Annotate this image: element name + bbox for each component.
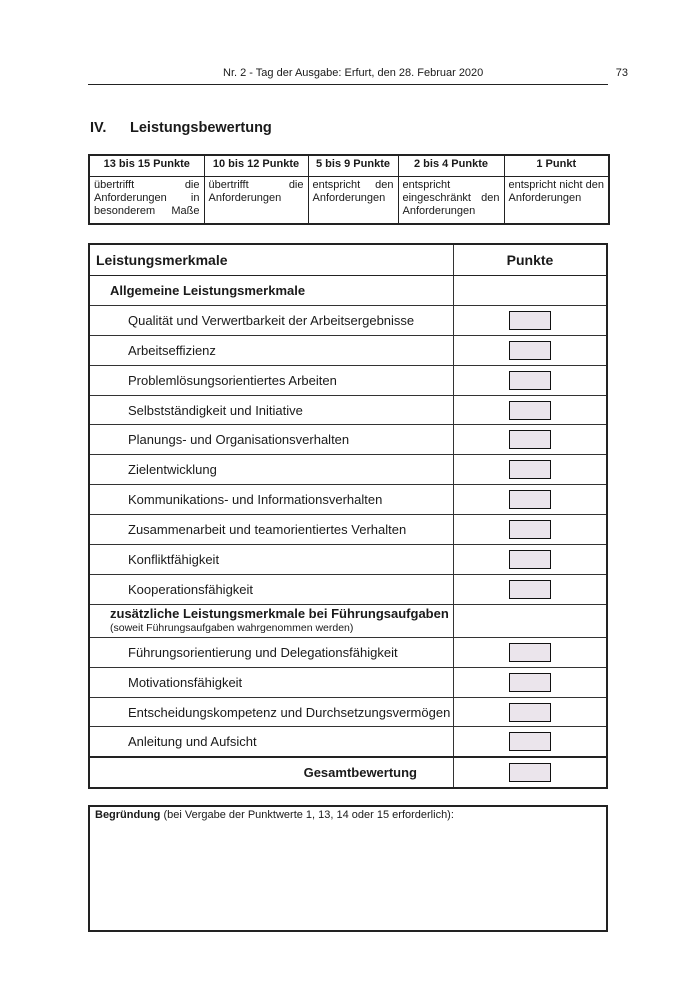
section-heading — [90, 120, 272, 136]
scale-description: entspricht den Anforderungen — [308, 177, 398, 225]
justification-field[interactable] — [88, 805, 608, 932]
criteria-label: Führungsorientierung und Delegationsfähigkeit — [89, 637, 454, 667]
criteria-row — [89, 667, 607, 697]
total-points-input[interactable] — [509, 763, 551, 782]
scale-range-header: 10 bis 12 Punkte — [204, 155, 308, 177]
leadership-group-row — [89, 604, 607, 637]
empty-cell — [454, 276, 608, 306]
points-input[interactable] — [509, 341, 551, 360]
criteria-row — [89, 727, 607, 757]
page-number: 73 — [615, 67, 628, 79]
scale-range-header: 2 bis 4 Punkte — [398, 155, 504, 177]
scale-description: übertrifft die Anforderungen — [204, 177, 308, 225]
criteria-row — [89, 515, 607, 545]
criteria-label: Qualität und Verwertbarkeit der Arbeitsergebnisse — [89, 305, 454, 335]
general-criteria-title: Allgemeine Leistungsmerkmale — [89, 276, 454, 306]
criteria-group-row — [89, 276, 607, 306]
points-input[interactable] — [509, 703, 551, 722]
criteria-row — [89, 574, 607, 604]
criteria-row — [89, 305, 607, 335]
scale-range-header: 13 bis 15 Punkte — [89, 155, 204, 177]
section-title: Leistungsbewertung — [130, 120, 272, 136]
justification-note: (bei Vergabe der Punktwerte 1, 13, 14 oder 15 erforderlich): — [163, 809, 454, 821]
points-input[interactable] — [509, 401, 551, 420]
points-input[interactable] — [509, 550, 551, 569]
criteria-label: Zusammenarbeit und teamorientiertes Verhalten — [89, 515, 454, 545]
scale-description: entspricht eingeschränkt den Anforderungen — [398, 177, 504, 225]
criteria-label: Problemlösungsorientiertes Arbeiten — [89, 365, 454, 395]
criteria-header-row — [89, 244, 607, 276]
points-input[interactable] — [509, 490, 551, 509]
points-input[interactable] — [509, 732, 551, 751]
issue-line: Nr. 2 - Tag der Ausgabe: Erfurt, den 28. Februar 2020 — [223, 67, 484, 79]
justification-label: Begründung — [95, 809, 161, 821]
criteria-row — [89, 637, 607, 667]
criteria-label: Arbeitseffizienz — [89, 335, 454, 365]
section-number: IV. — [90, 120, 107, 136]
header-divider — [88, 84, 608, 85]
criteria-label: Zielentwicklung — [89, 455, 454, 485]
criteria-label: Planungs- und Organisationsverhalten — [89, 425, 454, 455]
criteria-label: Kommunikations- und Informationsverhalten — [89, 485, 454, 515]
criteria-label: Kooperationsfähigkeit — [89, 574, 454, 604]
leadership-criteria-title: zusätzliche Leistungsmerkmale bei Führungsaufgaben — [110, 606, 449, 622]
points-input[interactable] — [509, 643, 551, 662]
rating-scale-table — [88, 154, 610, 225]
scale-range-header: 1 Punkt — [504, 155, 609, 177]
criteria-row — [89, 425, 607, 455]
criteria-label: Anleitung und Aufsicht — [89, 727, 454, 757]
criteria-label: Motivationsfähigkeit — [89, 667, 454, 697]
criteria-row — [89, 395, 607, 425]
criteria-header-points: Punkte — [454, 244, 608, 276]
points-input[interactable] — [509, 580, 551, 599]
criteria-label: Selbstständigkeit und Initiative — [89, 395, 454, 425]
page-header — [88, 66, 628, 86]
criteria-row — [89, 697, 607, 727]
scale-description: entspricht nicht den Anforderungen — [504, 177, 609, 225]
scale-description: übertrifft die Anforderungen in besonderem Maße — [89, 177, 204, 225]
leadership-criteria-note: (soweit Führungsaufgaben wahrgenommen werden) — [110, 622, 354, 635]
leadership-criteria-heading — [89, 604, 454, 637]
total-label: Gesamtbewertung — [89, 757, 454, 788]
criteria-table — [88, 243, 608, 789]
scale-range-header: 5 bis 9 Punkte — [308, 155, 398, 177]
criteria-label: Entscheidungskompetenz und Durchsetzungsvermögen — [89, 697, 454, 727]
criteria-label: Konfliktfähigkeit — [89, 545, 454, 575]
criteria-header-label: Leistungsmerkmale — [89, 244, 454, 276]
rating-scale-description-row — [89, 177, 609, 225]
criteria-row — [89, 545, 607, 575]
criteria-row — [89, 485, 607, 515]
rating-scale-header-row — [89, 155, 609, 177]
points-input[interactable] — [509, 371, 551, 390]
criteria-row — [89, 455, 607, 485]
criteria-row — [89, 365, 607, 395]
points-input[interactable] — [509, 311, 551, 330]
total-row — [89, 757, 607, 788]
points-input[interactable] — [509, 520, 551, 539]
points-input[interactable] — [509, 673, 551, 692]
points-input[interactable] — [509, 430, 551, 449]
points-input[interactable] — [509, 460, 551, 479]
criteria-row — [89, 335, 607, 365]
empty-cell — [454, 604, 608, 637]
